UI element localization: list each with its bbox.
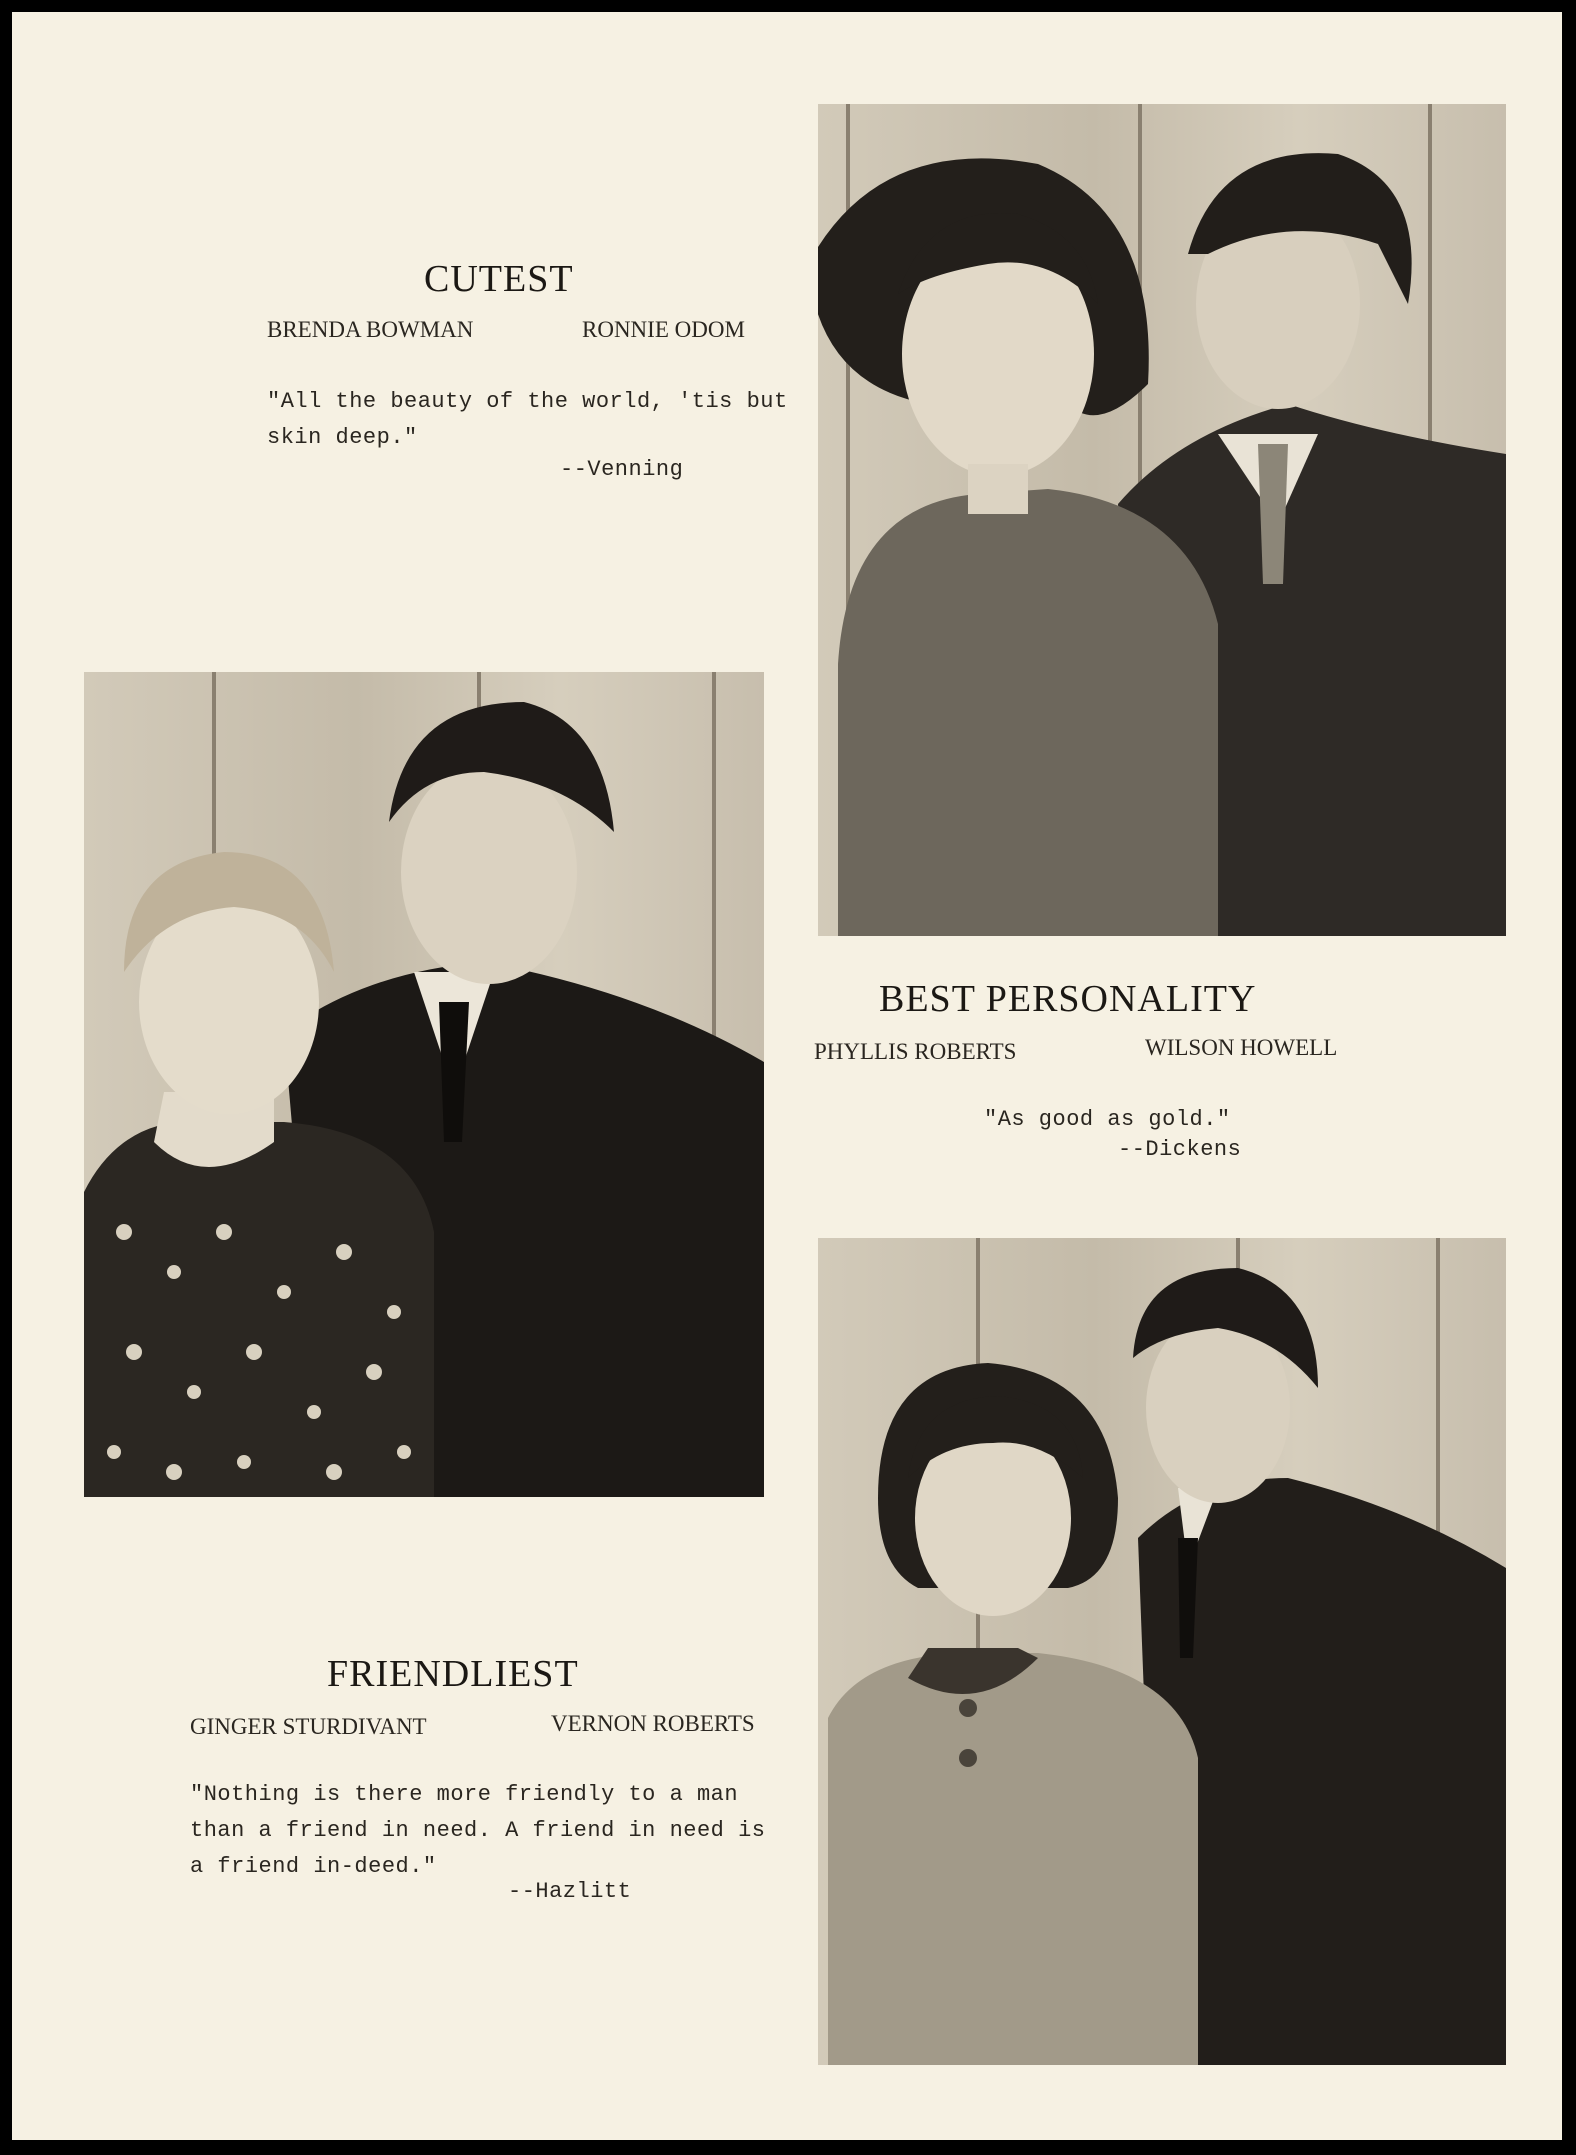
honoree-name-right: WILSON HOWELL [1145, 1035, 1338, 1060]
honoree-name-left: GINGER STURDIVANT [190, 1714, 427, 1739]
quote-attribution: --Venning [560, 457, 684, 482]
quote: "As good as gold." [984, 1107, 1231, 1132]
honoree-name-right: VERNON ROBERTS [551, 1711, 755, 1736]
honoree-name-left: PHYLLIS ROBERTS [814, 1039, 1017, 1064]
quote: "All the beauty of the world, 'tis but skin deep." [267, 389, 788, 450]
section-title: FRIENDLIEST [327, 1653, 579, 1695]
yearbook-page [12, 12, 1562, 2140]
photo-best-personality [84, 672, 764, 1497]
quote-attribution: --Dickens [1118, 1137, 1242, 1162]
section-title: CUTEST [424, 258, 574, 300]
section-title: BEST PERSONALITY [879, 978, 1257, 1020]
quote: "Nothing is there more friendly to a man than a friend in need. A friend in need is a friend in-deed." [190, 1782, 766, 1879]
honoree-name-left: BRENDA BOWMAN [267, 317, 474, 342]
photo-cutest [818, 104, 1506, 936]
honoree-name-right: RONNIE ODOM [582, 317, 745, 342]
photo-friendliest [818, 1238, 1506, 2065]
quote-attribution: --Hazlitt [508, 1879, 632, 1904]
